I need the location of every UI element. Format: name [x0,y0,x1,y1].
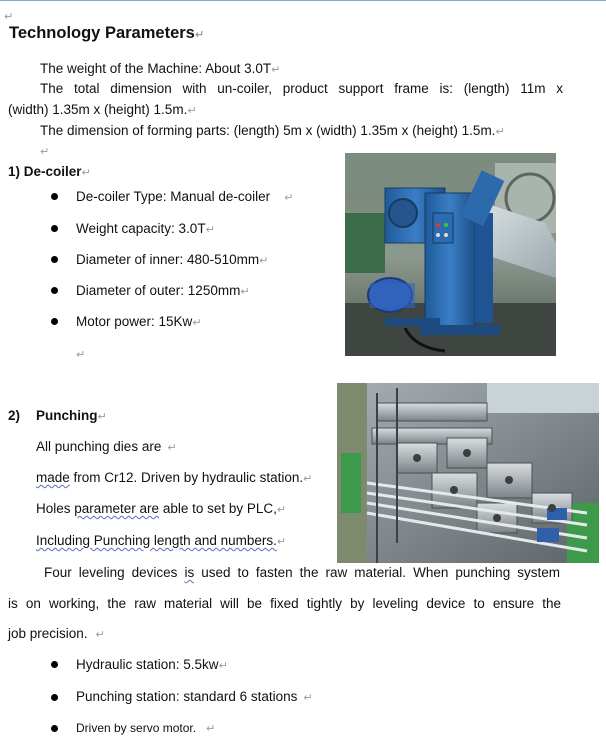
forming-dimension-text: The dimension of forming parts: (length) 5m x (width) 1.35m x (height) 1.5m.↵ [40,123,505,138]
punching-plc-text: Holes parameter are able to set by PLC,↵ [36,501,287,516]
bullet-icon [51,193,58,200]
leveling-text-line3: job precision. ↵ [8,626,105,641]
decoiler-machine-image [345,153,556,356]
leveling-text-line1: Four leveling devices is used to fasten the raw material. When punching system [44,565,560,580]
machine-weight-text: The weight of the Machine: About 3.0T↵ [40,61,281,76]
decoiler-machine-photo [345,153,556,356]
punching-dies-text: All punching dies are ↵ [36,439,177,454]
bullet-icon [51,318,58,325]
punching-machine-photo [337,383,599,563]
punching-material-text: made from Cr12. Driven by hydraulic station.↵ [36,470,313,485]
punching-machine-image [337,383,599,563]
servo-motor-item: Driven by servo motor. ↵ [76,721,216,735]
total-dimension-line2: (width) 1.35m x (height) 1.5m.↵ [8,102,197,117]
bullet-icon [51,725,58,732]
leveling-text-line2: is on working, the raw material will be fixed tightly by leveling device to ensure the [8,596,561,611]
total-dimension-line1: The total dimension with un-coiler, product support frame is: (length) 11m x [40,81,563,96]
pilcrow-mark: ↵ [4,11,14,23]
bullet-icon [51,225,58,232]
punching-station-item: Punching station: standard 6 stations ↵ [76,689,313,704]
hydraulic-station-item: Hydraulic station: 5.5kw↵ [76,657,228,672]
decoiler-type-item: De-coiler Type: Manual de-coiler ↵ [76,189,294,204]
pilcrow-mark: ↵ [40,146,50,158]
punching-heading: Punching↵ [36,408,107,423]
decoiler-heading: 1) De-coiler↵ [8,164,91,179]
punching-number: 2) [8,408,21,423]
decoiler-inner-diameter-item: Diameter of inner: 480-510mm↵ [76,252,269,267]
bullet-icon [51,661,58,668]
bullet-icon [51,287,58,294]
decoiler-motor-item: Motor power: 15Kw↵ [76,314,202,329]
page-top-border [0,0,606,1]
bullet-icon [51,256,58,263]
decoiler-weight-item: Weight capacity: 3.0T↵ [76,221,215,236]
decoiler-outer-diameter-item: Diameter of outer: 1250mm↵ [76,283,250,298]
bullet-icon [51,694,58,701]
punching-length-text: Including Punching length and numbers.↵ [36,533,287,548]
document-title: Technology Parameters↵ [9,24,205,42]
pilcrow-mark: ↵ [76,349,86,361]
